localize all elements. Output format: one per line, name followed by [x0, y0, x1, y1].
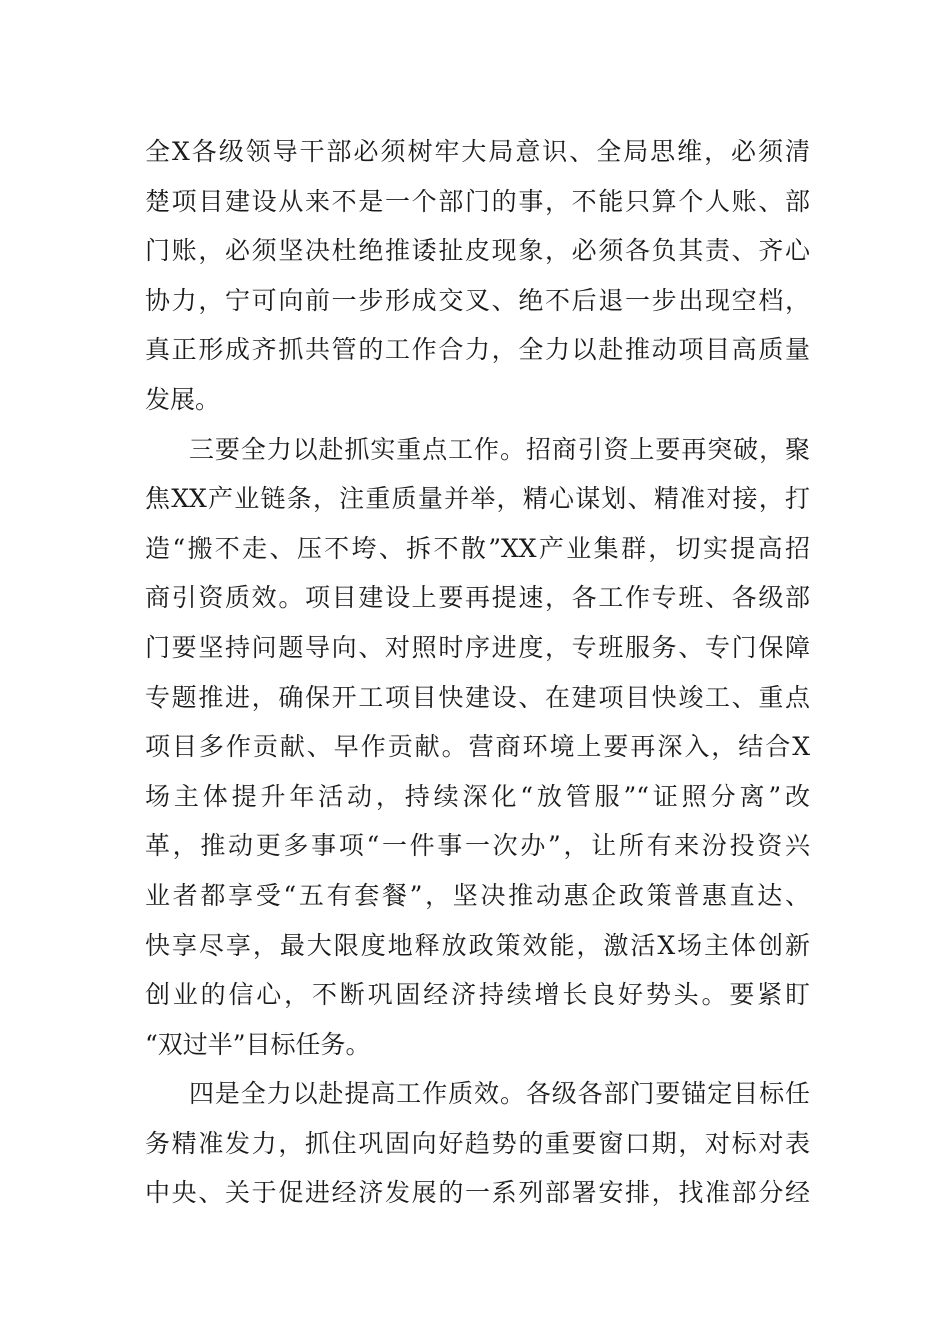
text-line: 真正形成齐抓共管的工作合力，全力以赴推动项目高质量 — [145, 335, 810, 365]
text-line: 门要坚持问题导向、对照时序进度，专班服务、专门保障 — [145, 632, 810, 662]
text-line: 发展。 — [145, 384, 221, 414]
text-line: 造“搬不走、压不垮、拆不散”XX产业集群，切实提高招 — [145, 533, 810, 563]
text-line: 革，推动更多事项“一件事一次办”，让所有来汾投资兴 — [145, 831, 810, 861]
text-line: 项目多作贡献、早作贡献。营商环境上要再深入，结合X — [145, 732, 810, 762]
text-line: 三要全力以赴抓实重点工作。招商引资上要再突破，聚 — [189, 434, 810, 464]
text-line: 创业的信心，不断巩固经济持续增长良好势头。要紧盯 — [145, 980, 810, 1010]
text-line: 场主体提升年活动，持续深化“放管服”“证照分离”改 — [145, 781, 810, 811]
body-text — [145, 127, 810, 1218]
text-line: 中央、关于促进经济发展的一系列部署安排，找准部分经 — [145, 1178, 810, 1208]
text-line: 全X各级领导干部必须树牢大局意识、全局思维，必须清 — [145, 137, 810, 166]
text-line: 焦XX产业链条，注重质量并举，精心谋划、精准对接，打 — [145, 484, 810, 514]
text-line: “双过半”目标任务。 — [145, 1029, 371, 1059]
text-line: 快享尽享，最大限度地释放政策效能，激活X场主体创新 — [145, 930, 810, 960]
text-line: 商引资质效。项目建设上要再提速，各工作专班、各级部 — [145, 583, 810, 613]
text-line: 务精准发力，抓住巩固向好趋势的重要窗口期，对标对表 — [145, 1128, 810, 1158]
text-line: 专题推进，确保开工项目快建设、在建项目快竣工、重点 — [145, 682, 810, 712]
text-line: 楚项目建设从来不是一个部门的事，不能只算个人账、部 — [145, 186, 810, 216]
text-line: 协力，宁可向前一步形成交叉、绝不后退一步出现空档， — [145, 285, 810, 315]
text-line: 四是全力以赴提高工作质效。各级各部门要锚定目标任 — [189, 1079, 810, 1109]
text-line: 业者都享受“五有套餐”，坚决推动惠企政策普惠直达、 — [145, 880, 810, 910]
text-line: 门账，必须坚决杜绝推诿扯皮现象，必须各负其责、齐心 — [145, 236, 810, 266]
